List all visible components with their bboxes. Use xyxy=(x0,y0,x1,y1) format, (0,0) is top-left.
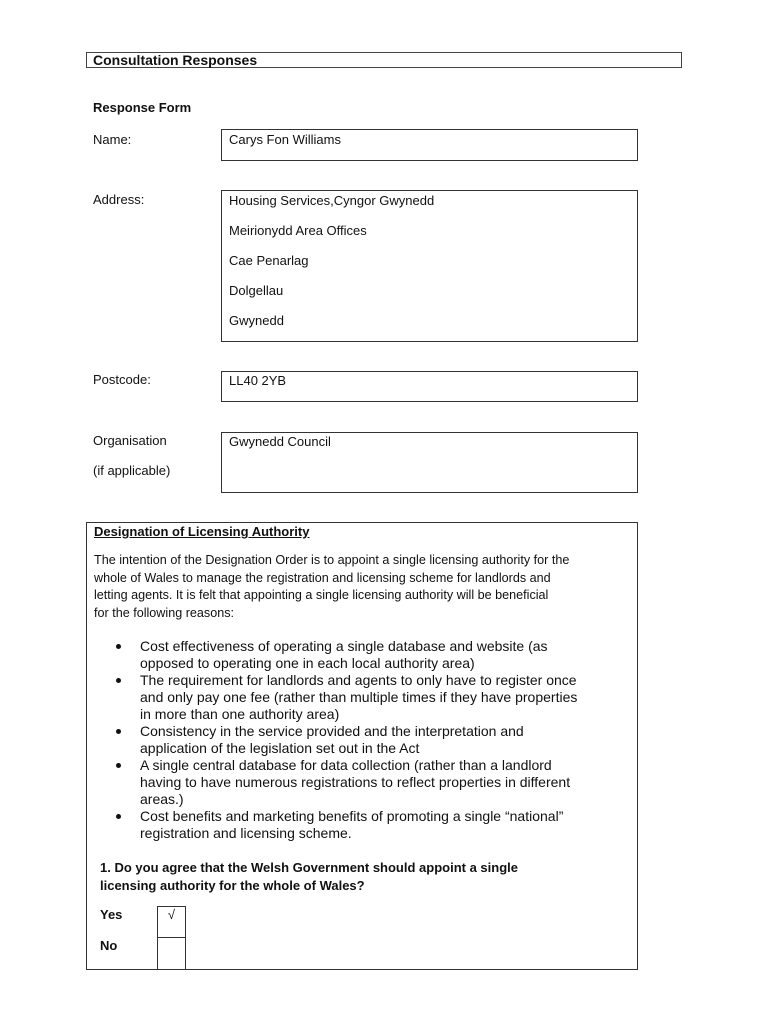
intro-line: for the following reasons: xyxy=(94,605,235,620)
list-item xyxy=(140,808,634,842)
list-item-line: The requirement for landlords and agents to only have to register once xyxy=(140,672,577,688)
list-item-line: opposed to operating one in each local authority area) xyxy=(140,655,475,671)
list-item-line: A single central database for data collection (rather than a landlord xyxy=(140,757,552,773)
address-line: Dolgellau xyxy=(229,283,284,298)
organisation-label: Organisation xyxy=(93,433,167,448)
list-item-line: Cost benefits and marketing benefits of promoting a single “national” xyxy=(140,808,564,824)
name-value: Carys Fon Williams xyxy=(229,132,341,147)
intro-line: letting agents. It is felt that appointing a single licensing authority will be beneficial xyxy=(94,588,549,602)
bullet-icon xyxy=(116,814,121,819)
no-label: No xyxy=(100,938,118,953)
list-item-line: application of the legislation set out in the Act xyxy=(140,740,420,756)
intro-line: The intention of the Designation Order is to appoint a single licensing authority for the xyxy=(94,553,570,567)
list-item-line: in more than one authority area) xyxy=(140,706,340,722)
intro-line: whole of Wales to manage the registration and licensing scheme for landlords and xyxy=(94,570,551,585)
page-title: Consultation Responses xyxy=(86,52,682,68)
bullet-icon xyxy=(116,729,121,734)
bullet-icon xyxy=(116,678,121,683)
name-label: Name: xyxy=(93,132,132,147)
list-item-line: Consistency in the service provided and the interpretation and xyxy=(140,723,524,739)
list-item xyxy=(140,757,634,808)
address-line: Gwynedd xyxy=(229,313,284,328)
list-item-line: areas.) xyxy=(140,791,184,807)
name-field[interactable] xyxy=(221,129,638,161)
response-form-heading: Response Form xyxy=(93,100,192,115)
list-item xyxy=(140,723,634,757)
address-label: Address: xyxy=(93,192,145,207)
reasons-list xyxy=(140,638,634,842)
question-line: 1. Do you agree that the Welsh Government should appoint a single xyxy=(100,860,518,875)
list-item-line: registration and licensing scheme. xyxy=(140,825,352,841)
organisation-field[interactable] xyxy=(221,432,638,493)
list-item-line: and only pay one fee (rather than multiple times if they have properties xyxy=(140,689,578,705)
postcode-label: Postcode: xyxy=(93,372,151,387)
yes-checkbox[interactable] xyxy=(157,906,186,938)
organisation-value: Gwynedd Council xyxy=(229,434,331,449)
section-title: Designation of Licensing Authority xyxy=(94,524,310,539)
address-field[interactable] xyxy=(221,190,638,342)
postcode-field[interactable] xyxy=(221,371,638,402)
list-item xyxy=(140,672,634,723)
address-line: Housing Services,Cyngor Gwynedd xyxy=(229,193,435,208)
no-checkbox[interactable] xyxy=(157,937,186,970)
postcode-value: LL40 2YB xyxy=(229,373,287,388)
designation-section xyxy=(86,522,638,970)
intro-paragraph xyxy=(94,552,634,622)
yes-label: Yes xyxy=(100,907,123,922)
address-line: Meirionydd Area Offices xyxy=(229,223,367,238)
bullet-icon xyxy=(116,644,121,649)
bullet-icon xyxy=(116,763,121,768)
list-item xyxy=(140,638,634,672)
question-line: licensing authority for the whole of Wales? xyxy=(100,878,365,893)
check-mark-icon: √ xyxy=(167,907,176,922)
question-1 xyxy=(100,859,630,895)
address-line: Cae Penarlag xyxy=(229,253,309,268)
organisation-sublabel: (if applicable) xyxy=(93,463,171,478)
list-item-line: Cost effectiveness of operating a single database and website (as xyxy=(140,638,548,654)
list-item-line: having to have numerous registrations to reflect properties in different xyxy=(140,774,571,790)
